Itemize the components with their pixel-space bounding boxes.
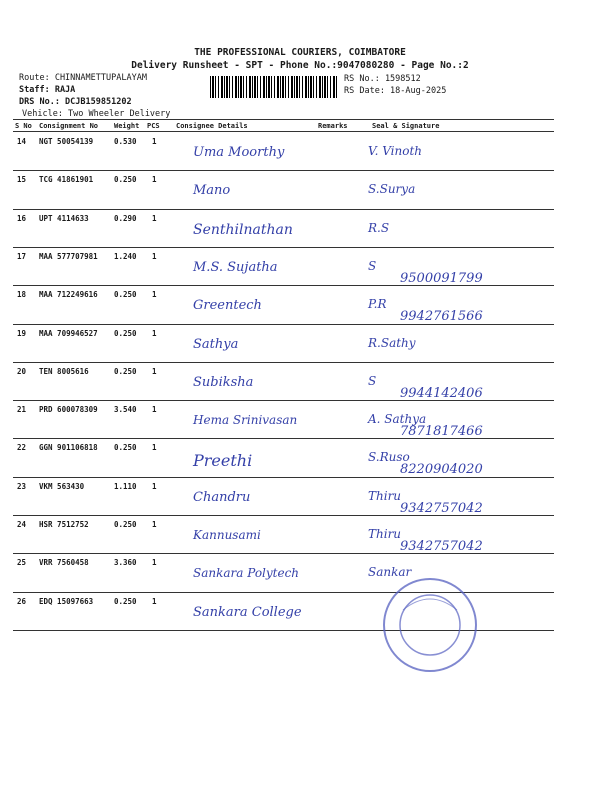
row-consignee-handwritten: Greentech [193, 298, 262, 314]
row-consignee-handwritten: M.S. Sujatha [193, 259, 278, 275]
row-consignee-handwritten: Chandru [193, 489, 251, 505]
row-divider [13, 170, 554, 171]
row-sno: 26 [17, 596, 27, 606]
row-weight: 0.250 [114, 366, 137, 376]
row-weight: 0.250 [114, 290, 137, 300]
row-divider [13, 285, 554, 286]
row-consignment-no: MAA 712249616 [39, 290, 98, 300]
row-signature: V. Vinoth [368, 144, 422, 158]
row-divider [13, 247, 554, 248]
row-pcs: 1 [152, 520, 157, 529]
company-title: THE PROFESSIONAL COURIERS, COIMBATORE [194, 47, 406, 58]
row-weight: 1.240 [114, 251, 137, 261]
row-sno: 25 [17, 558, 27, 568]
row-signature: S.Surya [368, 182, 416, 197]
row-phone-handwritten: 7871817466 [400, 424, 483, 440]
row-consignee-handwritten: Sankara College [193, 604, 302, 620]
drs-number: DRS No.: DCJB159851202 [19, 97, 132, 107]
row-sno: 15 [17, 175, 27, 185]
row-consignment-no: UPT 4114633 [39, 213, 89, 223]
row-pcs: 1 [152, 213, 157, 223]
row-signature: Thiru [368, 488, 402, 503]
row-consignee-handwritten: Uma Moorthy [193, 145, 285, 160]
row-consignment-no: MAA 709946527 [39, 328, 98, 338]
row-pcs: 1 [152, 175, 157, 185]
row-sno: 24 [17, 520, 27, 529]
row-consignment-no: VRR 7560458 [39, 558, 89, 568]
row-sno: 16 [17, 213, 27, 223]
row-pcs: 1 [152, 328, 157, 338]
col-weight: Weight [114, 122, 140, 130]
row-divider [13, 438, 554, 439]
row-weight: 3.540 [114, 405, 137, 415]
row-divider [13, 553, 554, 554]
row-divider [13, 324, 554, 325]
row-weight: 0.530 [114, 137, 137, 146]
rs-date: RS Date: 18-Aug-2025 [344, 86, 447, 96]
row-consignment-no: GGN 901106818 [39, 443, 98, 453]
row-pcs: 1 [152, 290, 157, 300]
row-consignee-handwritten: Sankara Polytech [193, 566, 300, 581]
col-consignment: Consignment No [39, 122, 99, 130]
col-consignee: Consignee Details [176, 122, 248, 130]
row-divider [13, 400, 554, 401]
row-consignee-handwritten: Hema Srinivasan [193, 413, 298, 428]
row-consignment-no: TCG 41861901 [39, 175, 94, 185]
row-consignee-handwritten: Sathya [193, 336, 239, 352]
row-sno: 18 [17, 290, 27, 300]
row-signature: A. Sathya [368, 412, 427, 427]
row-weight: 1.110 [114, 481, 137, 491]
row-signature: S [368, 258, 377, 273]
row-pcs: 1 [152, 366, 157, 376]
row-weight: 0.250 [114, 520, 137, 529]
staff: Staff: RAJA [19, 85, 76, 95]
col-sno: S No [15, 122, 32, 130]
row-signature: P.R [368, 297, 387, 312]
row-weight: 0.290 [114, 213, 137, 223]
row-pcs: 1 [152, 137, 157, 146]
row-phone-handwritten: 9500091799 [400, 270, 483, 286]
row-sno: 21 [17, 405, 27, 415]
row-divider [13, 209, 554, 210]
row-pcs: 1 [152, 596, 157, 606]
row-consignment-no: TEN 8005616 [39, 366, 89, 376]
header-rule [13, 131, 554, 132]
row-sno: 20 [17, 366, 27, 376]
row-consignment-no: HSR 7512752 [39, 520, 89, 529]
row-consignment-no: MAA 577707981 [39, 251, 98, 261]
row-sno: 17 [17, 251, 27, 261]
row-sno: 22 [17, 443, 27, 453]
col-pcs: PCS [147, 122, 160, 130]
row-sno: 23 [17, 481, 27, 491]
barcode [210, 76, 338, 98]
row-phone-handwritten: 9342757042 [400, 539, 483, 554]
row-phone-handwritten: 9944142406 [400, 385, 483, 401]
row-weight: 3.360 [114, 558, 137, 568]
row-divider [13, 362, 554, 363]
row-consignment-no: EDQ 15097663 [39, 596, 94, 606]
col-remarks: Remarks [318, 122, 348, 130]
row-consignment-no: NGT 50054139 [39, 137, 94, 146]
rs-number: RS No.: 1598512 [344, 74, 421, 84]
row-weight: 0.250 [114, 328, 137, 338]
row-consignee-handwritten: Subiksha [193, 374, 254, 390]
row-phone-handwritten: 8220904020 [400, 462, 483, 478]
row-phone-handwritten: 9342757042 [400, 500, 483, 516]
row-signature: Sankar [368, 565, 412, 580]
row-signature: R.S [368, 220, 390, 235]
row-pcs: 1 [152, 443, 157, 453]
row-consignee-handwritten: Preethi [193, 451, 253, 471]
col-seal: Seal & Signature [372, 122, 440, 130]
row-signature: S.Ruso [368, 450, 410, 465]
row-signature: R.Sathy [368, 335, 416, 350]
row-consignee-handwritten: Mano [193, 183, 231, 199]
row-consignee-handwritten: Kannusami [193, 528, 261, 542]
runsheet-subtitle: Delivery Runsheet - SPT - Phone No.:9047080280 - Page No.:2 [131, 60, 469, 71]
row-pcs: 1 [152, 481, 157, 491]
college-stamp [375, 570, 485, 680]
row-consignment-no: VKM 563430 [39, 481, 85, 491]
route: Route: CHINNAMETTUPALAYAM [19, 73, 147, 83]
row-sno: 19 [17, 328, 27, 338]
table-top-rule [13, 119, 554, 120]
row-consignment-no: PRD 600078309 [39, 405, 98, 415]
row-pcs: 1 [152, 405, 157, 415]
row-signature: S [368, 373, 377, 388]
row-pcs: 1 [152, 251, 157, 261]
row-weight: 0.250 [114, 596, 137, 606]
row-weight: 0.250 [114, 175, 137, 185]
row-signature: Thiru [368, 527, 402, 541]
row-divider [13, 477, 554, 478]
row-consignee-handwritten: Senthilnathan [193, 221, 293, 238]
row-sno: 14 [17, 137, 27, 146]
row-weight: 0.250 [114, 443, 137, 453]
row-divider [13, 515, 554, 516]
row-phone-handwritten: 9942761566 [400, 309, 483, 325]
row-pcs: 1 [152, 558, 157, 568]
vehicle: Vehicle: Two Wheeler Delivery [22, 109, 171, 119]
